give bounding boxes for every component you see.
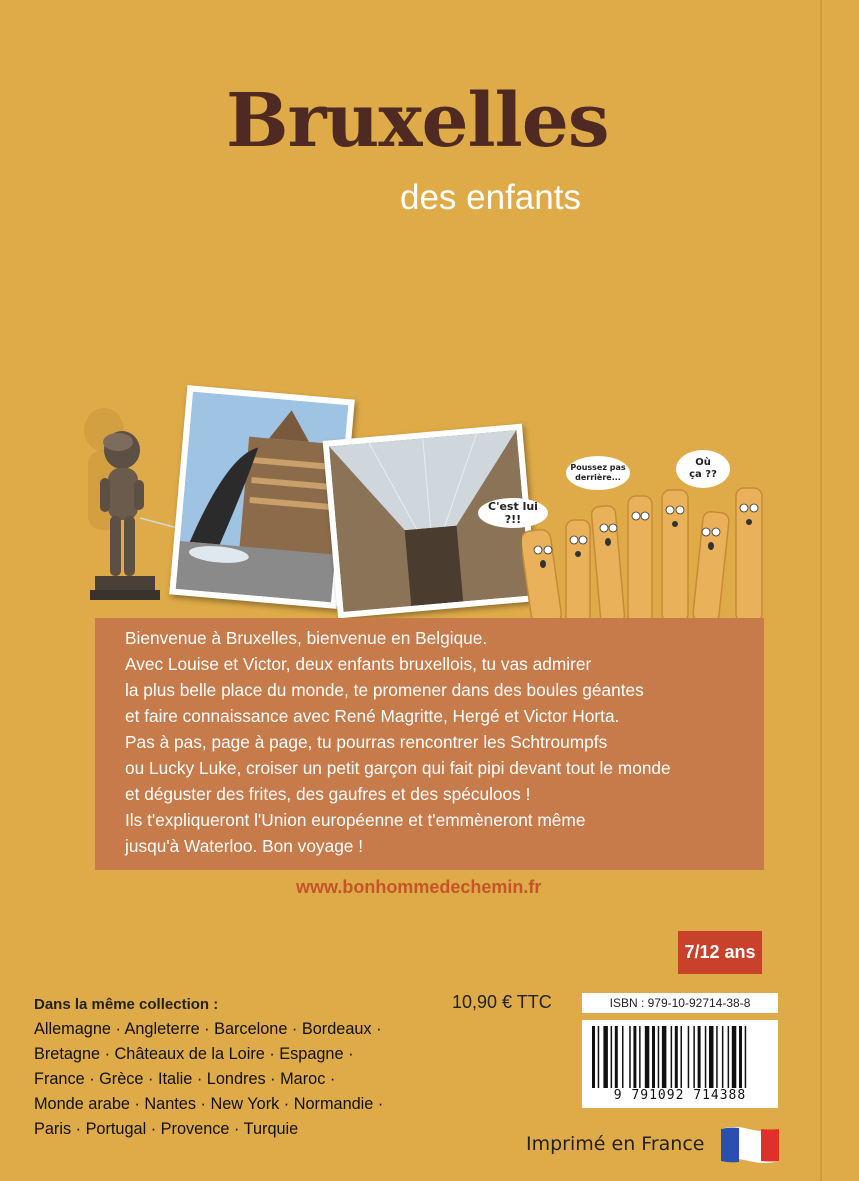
collection-line: Monde arabe · Nantes · New York · Normandie · <box>34 1095 384 1113</box>
description-line: et déguster des frites, des gaufres et des spéculoos ! <box>125 784 531 804</box>
book-title: Bruxelles <box>226 78 609 164</box>
collection-line: Paris · Portugal · Provence · Turquie <box>34 1120 299 1138</box>
barcode <box>582 1020 778 1108</box>
description-line: ou Lucky Luke, croiser un petit garçon qui fait pipi devant tout le monde <box>125 758 671 778</box>
collection-line: Bretagne · Châteaux de la Loire · Espagne · <box>34 1045 354 1063</box>
collection-line: France · Grèce · Italie · Londres · Maroc · <box>34 1070 336 1088</box>
speech-bubble-text: Poussez pas <box>570 463 626 473</box>
description-line: Pas à pas, page à page, tu pourras rencontrer les Schtroumpfs <box>125 732 608 752</box>
collection-line: Allemagne · Angleterre · Barcelone · Bordeaux · <box>34 1020 382 1038</box>
french-fries-characters-illustration <box>522 480 772 630</box>
speech-bubble-text: C'est lui ?!! <box>488 500 538 526</box>
description-line: jusqu'à Waterloo. Bon voyage ! <box>125 836 364 856</box>
description-line: Ils t'expliqueront l'Union européenne et t'emmèneront même <box>125 810 586 830</box>
spine-edge <box>820 0 822 1181</box>
barcode-digits: 9 791092 714388 <box>613 1088 747 1103</box>
website-link[interactable]: www.bonhommedechemin.fr <box>296 877 542 897</box>
printed-in-label: Imprimé en France <box>526 1133 705 1155</box>
barcode-bars <box>582 1024 778 1096</box>
collection-title: Dans la même collection : <box>34 996 219 1013</box>
french-flag-icon <box>719 1123 781 1165</box>
speech-bubble-text: Où <box>695 457 711 468</box>
illustration-scene <box>0 380 800 640</box>
price-label: 10,90 € TTC <box>452 992 552 1012</box>
description-line: Avec Louise et Victor, deux enfants bruxellois, tu vas admirer <box>125 654 592 674</box>
description-line: Bienvenue à Bruxelles, bienvenue en Belgique. <box>125 628 488 648</box>
description-line: la plus belle place du monde, te promener dans des boules géantes <box>125 680 644 700</box>
description-line: et faire connaissance avec René Magritte, Hergé et Victor Horta. <box>125 706 620 726</box>
speech-bubble-text: derrière... <box>575 473 621 482</box>
age-badge: 7/12 ans <box>678 931 762 974</box>
isbn-label: ISBN : 979-10-92714-38-8 <box>582 993 778 1013</box>
description-box <box>95 618 764 870</box>
book-subtitle: des enfants <box>400 178 581 217</box>
speech-bubble-text: ça ?? <box>689 469 717 480</box>
